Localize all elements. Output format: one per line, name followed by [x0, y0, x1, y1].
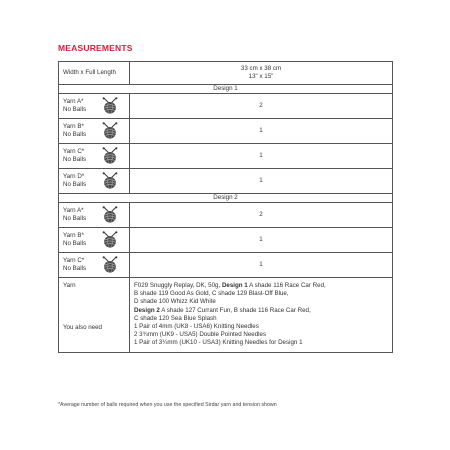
yarn-ball-icon [101, 147, 119, 165]
also-need-heading: You also need [63, 324, 102, 331]
yarn-balls-label: No Balls [63, 106, 87, 113]
size-row [59, 62, 393, 85]
yarn-balls-label: No Balls [63, 131, 87, 138]
yarn-name: Yarn A* [63, 207, 84, 214]
yarn-label-cell [59, 144, 130, 169]
size-label: Width x Full Length [59, 62, 130, 85]
yarn-ball-icon [101, 97, 119, 115]
yarn-label-cell [59, 119, 130, 144]
yarn-row [59, 253, 393, 278]
yarn-name: Yarn D* [63, 173, 85, 180]
yarn-label-cell [59, 228, 130, 253]
yarn-ball-icon [101, 206, 119, 224]
yarn-name: Yarn B* [63, 123, 84, 130]
yarn-balls-value: 1 [130, 169, 393, 194]
design-title: Design 1 [59, 85, 393, 94]
yarn-ball-icon [101, 122, 119, 140]
yarn-row [59, 169, 393, 194]
design-2-shades: A shade 127 Currant Fun, B shade 116 Race Car Red, [161, 306, 311, 314]
yarn-name: Yarn C* [63, 148, 85, 155]
yarn-name: Yarn A* [63, 98, 84, 105]
size-value [130, 62, 393, 85]
info-line [134, 307, 388, 315]
info-line [134, 298, 388, 306]
yarn-balls-label: No Balls [63, 215, 87, 222]
info-line [134, 315, 388, 323]
needle-item: 1 Pair of 3¼mm (UK10 - USA3) Knitting Needles for Design 1 [134, 339, 303, 347]
info-row [59, 278, 393, 353]
yarn-label-cell [59, 253, 130, 278]
design-1-label: Design 1 [221, 282, 248, 289]
size-imperial: 13" x 15" [248, 73, 274, 80]
design-1-shades: B shade 119 Good As Gold, C shade 129 Blast-Off Blue, [134, 290, 289, 298]
yarn-balls-label: No Balls [63, 265, 87, 272]
yarn-label-cell [59, 169, 130, 194]
design-2-shades: C shade 120 Sea Blue Splash [134, 314, 217, 322]
yarn-row [59, 144, 393, 169]
page-title: MEASUREMENTS [58, 43, 133, 53]
yarn-balls-value: 1 [130, 144, 393, 169]
yarn-balls-value: 2 [130, 94, 393, 119]
yarn-label-cell [59, 203, 130, 228]
design-header-row [59, 194, 393, 203]
yarn-name: Yarn C* [63, 257, 85, 264]
yarn-spec: F029 Snuggly Replay, DK, 50g, [134, 282, 221, 289]
measurements-table [58, 61, 393, 353]
design-1-shades: D shade 100 Whizz Kid White [134, 298, 216, 306]
yarn-balls-value: 1 [130, 119, 393, 144]
info-line [134, 282, 388, 290]
info-labels [59, 278, 130, 353]
yarn-row [59, 228, 393, 253]
info-line [134, 331, 388, 339]
yarn-balls-label: No Balls [63, 181, 87, 188]
info-details [130, 278, 393, 353]
yarn-ball-icon [101, 256, 119, 274]
design-1-shades: A shade 116 Race Car Red, [249, 282, 326, 289]
design-2-label: Design 2 [134, 306, 160, 314]
yarn-balls-label: No Balls [63, 156, 87, 163]
yarn-balls-label: No Balls [63, 240, 87, 247]
size-metric: 33 cm x 38 cm [240, 65, 282, 72]
yarn-row [59, 119, 393, 144]
needle-item: 1 Pair of 4mm (UK8 - USA6) Knitting Needles [134, 323, 259, 331]
footnote: *Average number of balls required when you use the specified Sirdar yarn and tension shown [58, 402, 277, 408]
yarn-row [59, 94, 393, 119]
yarn-balls-value: 1 [130, 253, 393, 278]
yarn-row [59, 203, 393, 228]
design-header-row [59, 85, 393, 94]
info-line [134, 323, 388, 331]
needle-item: 2 3¾mm (UK9 - USA5) Double Pointed Needles [134, 331, 267, 339]
design-title: Design 2 [59, 194, 393, 203]
yarn-label-cell [59, 94, 130, 119]
yarn-balls-value: 1 [130, 228, 393, 253]
yarn-balls-value: 2 [130, 203, 393, 228]
yarn-ball-icon [101, 172, 119, 190]
yarn-ball-icon [101, 231, 119, 249]
yarn-heading: Yarn [63, 282, 76, 289]
info-line [134, 290, 388, 298]
yarn-name: Yarn B* [63, 232, 84, 239]
info-line [134, 339, 388, 347]
